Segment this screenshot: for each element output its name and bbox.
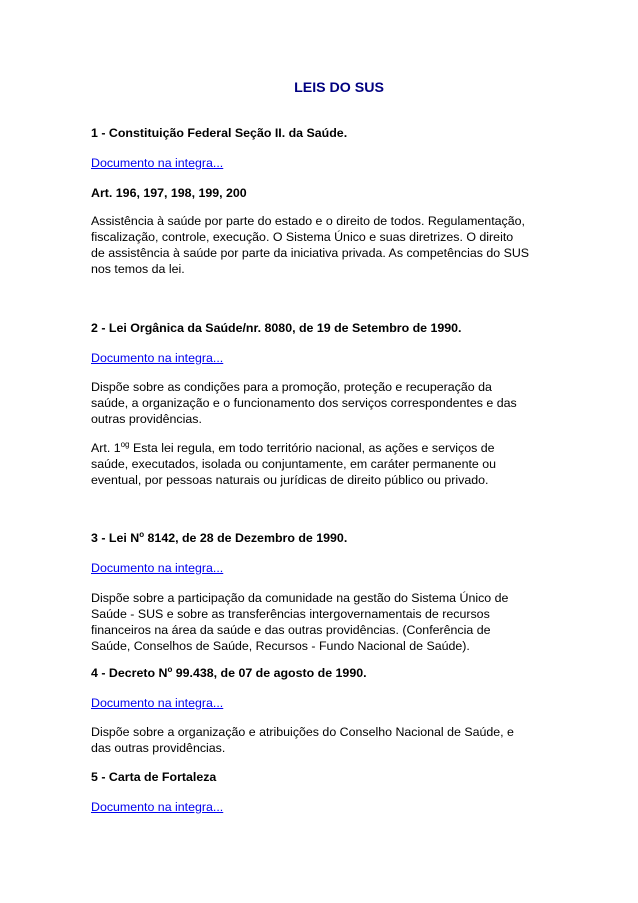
heading-text: 4 - Decreto N [91, 666, 168, 680]
section-1-body-line: nos temos da lei. [91, 262, 185, 276]
section-4-body-line: das outras providências. [91, 741, 226, 755]
heading-superscript: o [139, 529, 145, 539]
section-2-heading: 2 - Lei Orgânica da Saúde/nr. 8080, de 19 de Setembro de 1990. [91, 321, 462, 335]
section-2-body-line: outras providências. [91, 412, 202, 426]
section-2-article-line: saúde, executados, isolada ou conjuntamente, em caráter permanente ou [91, 457, 497, 471]
section-1-articles: Art. 196, 197, 198, 199, 200 [91, 186, 247, 200]
heading-text: 8142, de 28 de Dezembro de 1990. [144, 531, 348, 545]
heading-text: 99.438, de 07 de agosto de 1990. [172, 666, 367, 680]
section-1-heading: 1 - Constituição Federal Seção II. da Saúde. [91, 126, 348, 140]
heading-text: 3 - Lei N [91, 531, 140, 545]
article-superscript: og [120, 439, 130, 449]
section-2-article-line [91, 440, 495, 456]
article-prefix: Art. 1 [91, 441, 121, 455]
section-4-heading [91, 665, 367, 681]
section-3-body-line: financeiros na área da saúde e das outras providências. (Conferência de [91, 623, 491, 637]
section-2-body-line: saúde, a organização e o funcionamento dos serviços correspondentes e das [91, 396, 517, 410]
page-title: LEIS DO SUS [294, 80, 384, 96]
heading-superscript: o [167, 664, 173, 674]
section-1-body-line: de assistência à saúde por parte da iniciativa privada. As competências do SUS [91, 246, 530, 260]
article-rest: Esta lei regula, em todo território nacional, as ações e serviços de [129, 441, 495, 455]
section-3-body-line: Saúde - SUS e sobre as transferências intergovernamentais de recursos [91, 607, 490, 621]
section-1-body-line: Assistência à saúde por parte do estado e o direito de todos. Regulamentação, [91, 214, 525, 228]
section-3-body-line: Dispõe sobre a participação da comunidade na gestão do Sistema Único de [91, 591, 509, 605]
section-5-heading: 5 - Carta de Fortaleza [91, 770, 217, 784]
section-2-body-line: Dispõe sobre as condições para a promoção, proteção e recuperação da [91, 380, 492, 394]
section-3-body-line: Saúde, Conselhos de Saúde, Recursos - Fundo Nacional de Saúde). [91, 639, 470, 653]
section-4-link[interactable]: Documento na integra... [91, 696, 224, 710]
section-2-link[interactable]: Documento na integra... [91, 351, 224, 365]
section-3-link[interactable]: Documento na integra... [91, 561, 224, 575]
section-3-heading [91, 530, 347, 546]
section-2-article-line: eventual, por pessoas naturais ou jurídicas de direito público ou privado. [91, 473, 489, 487]
section-1-body-line: fiscalização, controle, execução. O Sistema Único e suas diretrizes. O direito [91, 230, 514, 244]
section-4-body-line: Dispõe sobre a organização e atribuições do Conselho Nacional de Saúde, e [91, 725, 514, 739]
section-1-link[interactable]: Documento na integra... [91, 156, 224, 170]
section-5-link[interactable]: Documento na integra... [91, 800, 224, 814]
